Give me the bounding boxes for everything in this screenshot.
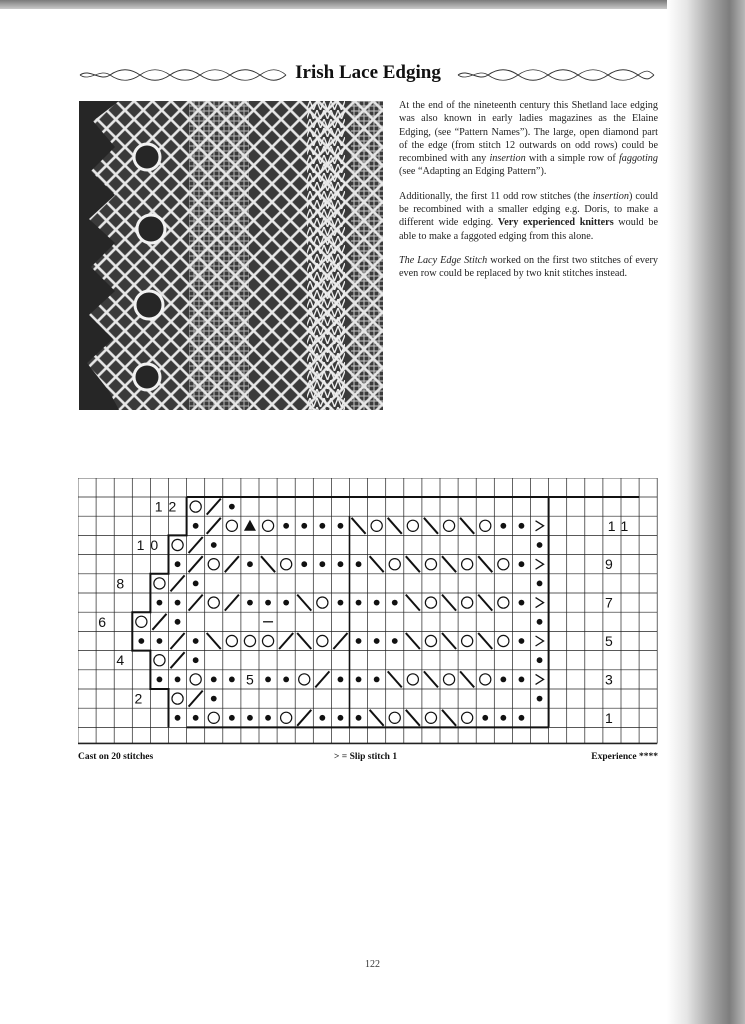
purl-dot-symbol [157, 638, 163, 644]
purl-dot-symbol [356, 561, 362, 567]
purl-dot-symbol [301, 523, 307, 529]
yarn-over-symbol [281, 712, 292, 723]
yarn-over-symbol [262, 635, 273, 646]
right-flourish-ornament [456, 68, 656, 82]
purl-dot-symbol [229, 504, 235, 510]
ssk-symbol [442, 633, 456, 649]
ssk-symbol [352, 518, 366, 534]
slip-stitch-symbol [536, 521, 544, 531]
yarn-over-symbol [317, 597, 328, 608]
ssk-symbol [406, 556, 420, 572]
yarn-over-symbol [480, 520, 491, 531]
yarn-over-symbol [208, 559, 219, 570]
knitting-chart [78, 478, 658, 748]
purl-dot-symbol [265, 715, 271, 721]
ssk-symbol [370, 710, 384, 726]
row-number-label: 5 [605, 633, 619, 649]
yarn-over-symbol [244, 635, 255, 646]
purl-dot-symbol [138, 638, 144, 644]
purl-dot-symbol [193, 638, 199, 644]
row-number-label: 9 [605, 556, 619, 573]
yarn-over-symbol [425, 635, 436, 646]
yarn-over-symbol [462, 559, 473, 570]
purl-dot-symbol [356, 677, 362, 683]
purl-dot-symbol [537, 581, 543, 587]
ssk-symbol [297, 595, 311, 611]
purl-dot-symbol [319, 715, 325, 721]
intro-paragraph: The Lacy Edge Stitch worked on the first two stitches of every even row could be replaced by two knit stitches instead. [399, 254, 658, 280]
row-number-label: 2 [134, 690, 149, 707]
purl-dot-symbol [356, 638, 362, 644]
purl-dot-symbol [374, 638, 380, 644]
ssk-symbol [388, 671, 402, 687]
k2tog-symbol [189, 691, 203, 707]
purl-dot-symbol [392, 638, 398, 644]
purl-dot-symbol [338, 715, 344, 721]
ssk-symbol [442, 595, 456, 611]
purl-dot-symbol [283, 677, 289, 683]
yarn-over-symbol [226, 635, 237, 646]
ssk-symbol [442, 556, 456, 572]
row-number-label: 3 [605, 671, 619, 688]
page-title: Irish Lace Edging [78, 62, 658, 84]
purl-dot-symbol [175, 677, 181, 683]
yarn-over-symbol [281, 559, 292, 570]
slip-stitch-symbol [536, 598, 544, 608]
purl-dot-symbol [175, 619, 181, 625]
yarn-over-symbol [425, 597, 436, 608]
k2tog-symbol [207, 518, 221, 534]
yarn-over-symbol [371, 520, 382, 531]
purl-dot-symbol [283, 523, 289, 529]
ssk-symbol [388, 518, 402, 534]
slip-stitch-symbol [536, 674, 544, 684]
k2tog-symbol [207, 499, 221, 515]
purl-dot-symbol [338, 523, 344, 529]
yarn-over-symbol [389, 712, 400, 723]
yarn-over-symbol [172, 693, 183, 704]
row-number-label: 6 [98, 613, 113, 630]
k2tog-symbol [152, 614, 166, 630]
ssk-symbol [460, 671, 474, 687]
purl-dot-symbol [247, 600, 253, 606]
ssk-symbol [406, 710, 420, 726]
row-number-label: 12 [154, 498, 183, 515]
yarn-over-symbol [208, 597, 219, 608]
ssk-symbol [261, 556, 275, 572]
intro-paragraph: At the end of the nineteenth century this Shetland lace edging was also known in early ladies magazines as the Elaine Edging, (see “Pattern Names”). The large, open diamond part of the edge (from stitch 12 outwards on odd rows) could be recombined with any insertion with a simple row of faggoting (see “Adapting an Edging Pattern”). [399, 100, 658, 178]
purl-dot-symbol [157, 600, 163, 606]
purl-dot-symbol [193, 581, 199, 587]
purl-dot-symbol [211, 696, 217, 702]
yarn-over-symbol [480, 674, 491, 685]
ssk-symbol [442, 710, 456, 726]
purl-dot-symbol [229, 715, 235, 721]
intro-paragraph: Additionally, the first 11 odd row stitches (the insertion) could be recombined with a smaller edging e.g. Doris, to make a different wide edging. Very experienced knitters would be able to make a faggoted edging from this alone. [399, 190, 658, 242]
k2tog-symbol [189, 595, 203, 611]
yarn-over-symbol [425, 559, 436, 570]
purl-dot-symbol [356, 600, 362, 606]
book-spine-shadow [667, 0, 745, 1024]
k2tog-symbol [171, 575, 185, 591]
yarn-over-symbol [498, 597, 509, 608]
purl-dot-symbol [500, 523, 506, 529]
yarn-over-symbol [443, 520, 454, 531]
row-number-label: 4 [116, 652, 131, 669]
yarn-over-symbol [462, 635, 473, 646]
purl-dot-symbol [519, 600, 525, 606]
purl-dot-symbol [537, 619, 543, 625]
purl-dot-symbol [247, 715, 253, 721]
purl-dot-symbol [193, 715, 199, 721]
purl-dot-symbol [247, 561, 253, 567]
slip-stitch-symbol [536, 636, 544, 646]
cast-on-note: Cast on 20 stitches [78, 752, 154, 762]
experience-rating: Experience **** [591, 752, 658, 762]
yarn-over-symbol [462, 597, 473, 608]
yarn-over-symbol [425, 712, 436, 723]
purl-dot-symbol [500, 677, 506, 683]
k2tog-symbol [225, 556, 239, 572]
k2tog-symbol [315, 671, 329, 687]
purl-dot-symbol [338, 677, 344, 683]
yarn-over-symbol [154, 655, 165, 666]
purl-dot-symbol [319, 561, 325, 567]
purl-dot-symbol [519, 638, 525, 644]
yarn-over-symbol [208, 712, 219, 723]
yarn-over-symbol [226, 520, 237, 531]
purl-dot-symbol [319, 523, 325, 529]
purl-dot-symbol [374, 677, 380, 683]
purl-dot-symbol [500, 715, 506, 721]
purl-dot-symbol [537, 657, 543, 663]
yarn-over-symbol [317, 635, 328, 646]
purl-dot-symbol [157, 677, 163, 683]
lace-edging-photo [79, 101, 383, 410]
yarn-over-symbol [299, 674, 310, 685]
purl-dot-symbol [537, 696, 543, 702]
slip-stitch-symbol [536, 559, 544, 569]
purl-dot-symbol [301, 561, 307, 567]
ssk-symbol [478, 595, 492, 611]
stitch-count-label: 5 [246, 671, 254, 688]
k2tog-symbol [297, 710, 311, 726]
purl-dot-symbol [519, 715, 525, 721]
yarn-over-symbol [136, 616, 147, 627]
ssk-symbol [297, 633, 311, 649]
purl-dot-symbol [537, 542, 543, 548]
double-decrease-symbol [244, 520, 256, 531]
title-row [78, 62, 658, 88]
k2tog-symbol [171, 633, 185, 649]
ssk-symbol [370, 556, 384, 572]
ssk-symbol [424, 671, 438, 687]
yarn-over-symbol [443, 674, 454, 685]
purl-dot-symbol [175, 600, 181, 606]
ssk-symbol [424, 518, 438, 534]
slip-stitch-key: > = Slip stitch 1 [334, 752, 398, 762]
scan-top-edge [0, 0, 745, 9]
purl-dot-symbol [175, 561, 181, 567]
yarn-over-symbol [172, 539, 183, 550]
ssk-symbol [478, 556, 492, 572]
purl-dot-symbol [356, 715, 362, 721]
k2tog-symbol [225, 595, 239, 611]
ssk-symbol [207, 633, 221, 649]
k2tog-symbol [189, 537, 203, 553]
ssk-symbol [406, 633, 420, 649]
row-number-label: 7 [605, 594, 619, 611]
yarn-over-symbol [407, 520, 418, 531]
yarn-over-symbol [498, 635, 509, 646]
purl-dot-symbol [392, 600, 398, 606]
purl-dot-symbol [211, 677, 217, 683]
page-number: 122 [365, 959, 380, 970]
yarn-over-symbol [190, 674, 201, 685]
purl-dot-symbol [229, 677, 235, 683]
purl-dot-symbol [338, 561, 344, 567]
purl-dot-symbol [519, 677, 525, 683]
purl-dot-symbol [519, 561, 525, 567]
yarn-over-symbol [462, 712, 473, 723]
yarn-over-symbol [190, 501, 201, 512]
ssk-symbol [478, 633, 492, 649]
purl-dot-symbol [265, 600, 271, 606]
row-number-label: 8 [116, 575, 131, 592]
k2tog-symbol [279, 633, 293, 649]
k2tog-symbol [171, 652, 185, 668]
yarn-over-symbol [498, 559, 509, 570]
row-number-label: 11 [607, 517, 635, 534]
purl-dot-symbol [338, 600, 344, 606]
purl-dot-symbol [175, 715, 181, 721]
yarn-over-symbol [154, 578, 165, 589]
k2tog-symbol [189, 556, 203, 572]
purl-dot-symbol [519, 523, 525, 529]
purl-dot-symbol [193, 657, 199, 663]
purl-dot-symbol [283, 600, 289, 606]
yarn-over-symbol [407, 674, 418, 685]
row-number-label: 1 [605, 709, 619, 726]
k2tog-symbol [333, 633, 347, 649]
purl-dot-symbol [193, 523, 199, 529]
yarn-over-symbol [389, 559, 400, 570]
ssk-symbol [406, 595, 420, 611]
purl-dot-symbol [482, 715, 488, 721]
purl-dot-symbol [211, 542, 217, 548]
yarn-over-symbol [262, 520, 273, 531]
intro-text [399, 99, 658, 292]
purl-dot-symbol [265, 677, 271, 683]
purl-dot-symbol [374, 600, 380, 606]
row-number-label: 10 [136, 537, 165, 553]
ssk-symbol [460, 518, 474, 534]
